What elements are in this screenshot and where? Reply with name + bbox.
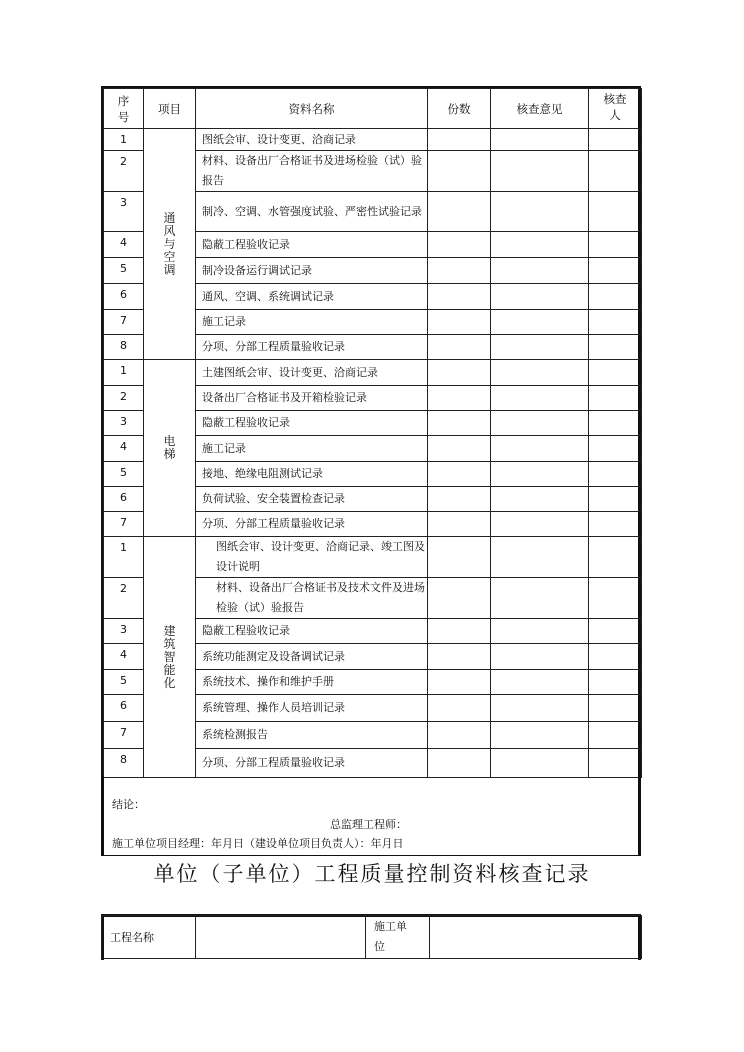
opinion-cell[interactable] — [491, 619, 589, 644]
opinion-cell[interactable] — [491, 411, 589, 436]
header-opinion: 核查意见 — [491, 89, 589, 129]
document-name: 制冷设备运行调试记录 — [196, 258, 428, 284]
checker-cell[interactable] — [589, 670, 642, 695]
document-name: 制冷、空调、水管强度试验、严密性试验记录 — [196, 192, 428, 232]
checker-cell[interactable] — [589, 284, 642, 310]
document-name: 材料、设备出厂合格证书及进场检验（试）验报告 — [196, 151, 428, 192]
contractor-field[interactable] — [430, 916, 642, 959]
checker-cell[interactable] — [589, 749, 642, 778]
copies-cell[interactable] — [428, 386, 491, 411]
category-label: 通风与空调 — [163, 210, 176, 277]
copies-cell[interactable] — [428, 436, 491, 462]
category-cell — [144, 537, 196, 778]
checker-cell[interactable] — [589, 619, 642, 644]
row-number: 8 — [104, 335, 144, 360]
opinion-cell[interactable] — [491, 310, 589, 335]
conclusion-area — [101, 776, 641, 856]
checker-cell[interactable] — [589, 258, 642, 284]
opinion-cell[interactable] — [491, 487, 589, 512]
project-name-label: 工程名称 — [102, 916, 196, 959]
row-number: 3 — [104, 192, 144, 232]
checker-cell[interactable] — [589, 512, 642, 537]
row-number: 1 — [104, 537, 144, 578]
checker-cell[interactable] — [589, 487, 642, 512]
contractor-label: 施工单位 — [366, 916, 430, 959]
copies-cell[interactable] — [428, 695, 491, 722]
header-copies: 份数 — [428, 89, 491, 129]
document-name: 施工记录 — [196, 310, 428, 335]
opinion-cell[interactable] — [491, 284, 589, 310]
document-name: 系统管理、操作人员培训记录 — [196, 695, 428, 722]
checker-cell[interactable] — [589, 411, 642, 436]
checker-cell[interactable] — [589, 436, 642, 462]
checker-cell[interactable] — [589, 192, 642, 232]
checker-cell[interactable] — [589, 310, 642, 335]
copies-cell[interactable] — [428, 487, 491, 512]
opinion-cell[interactable] — [491, 258, 589, 284]
row-number: 6 — [104, 695, 144, 722]
row-number: 4 — [104, 232, 144, 258]
header-project: 项目 — [144, 89, 196, 129]
row-number: 3 — [104, 411, 144, 436]
opinion-cell[interactable] — [491, 644, 589, 670]
checker-cell[interactable] — [589, 644, 642, 670]
opinion-cell[interactable] — [491, 578, 589, 619]
copies-cell[interactable] — [428, 310, 491, 335]
document-name: 通风、空调、系统调试记录 — [196, 284, 428, 310]
row-number: 7 — [104, 722, 144, 749]
document-name: 隐蔽工程验收记录 — [196, 232, 428, 258]
checker-cell[interactable] — [589, 335, 642, 360]
row-number: 5 — [104, 670, 144, 695]
row-number: 5 — [104, 462, 144, 487]
opinion-cell[interactable] — [491, 436, 589, 462]
copies-cell[interactable] — [428, 749, 491, 778]
project-name-field[interactable] — [196, 916, 366, 959]
row-number: 4 — [104, 436, 144, 462]
copies-cell[interactable] — [428, 462, 491, 487]
opinion-cell[interactable] — [491, 512, 589, 537]
document-name: 隐蔽工程验收记录 — [196, 411, 428, 436]
copies-cell[interactable] — [428, 360, 491, 386]
table-row — [104, 129, 642, 151]
row-number: 2 — [104, 578, 144, 619]
checker-cell[interactable] — [589, 695, 642, 722]
copies-cell[interactable] — [428, 232, 491, 258]
copies-cell[interactable] — [428, 670, 491, 695]
checker-cell[interactable] — [589, 360, 642, 386]
document-name: 施工记录 — [196, 436, 428, 462]
opinion-cell[interactable] — [491, 537, 589, 578]
document-name: 土建图纸会审、设计变更、洽商记录 — [196, 360, 428, 386]
header-checker: 核查人 — [589, 89, 642, 129]
checker-cell[interactable] — [589, 578, 642, 619]
opinion-cell[interactable] — [491, 749, 589, 778]
copies-cell[interactable] — [428, 578, 491, 619]
document-name: 设备出厂合格证书及开箱检验记录 — [196, 386, 428, 411]
table-row — [104, 537, 642, 578]
row-number: 3 — [104, 619, 144, 644]
row-number: 5 — [104, 258, 144, 284]
category-label: 建筑智能化 — [163, 623, 176, 690]
document-name: 系统检测报告 — [196, 722, 428, 749]
opinion-cell[interactable] — [491, 192, 589, 232]
row-number: 2 — [104, 151, 144, 192]
opinion-cell[interactable] — [491, 360, 589, 386]
row-number: 6 — [104, 487, 144, 512]
header-row — [104, 89, 642, 129]
chief-engineer-label: 总监理工程师： — [330, 818, 407, 831]
checklist-table — [103, 88, 642, 778]
copies-cell[interactable] — [428, 335, 491, 360]
row-number: 7 — [104, 310, 144, 335]
checker-cell[interactable] — [589, 537, 642, 578]
manager-line: 施工单位项目经理：年月日（建设单位项目负责人）：年月日 — [112, 837, 404, 850]
checker-cell[interactable] — [589, 722, 642, 749]
document-name: 图纸会审、设计变更、洽商记录 — [196, 129, 428, 151]
copies-cell[interactable] — [428, 512, 491, 537]
checker-cell[interactable] — [589, 129, 642, 151]
document-name: 系统技术、操作和维护手册 — [196, 670, 428, 695]
page-title: 单位（子单位）工程质量控制资料核查记录 — [153, 862, 591, 886]
row-number: 7 — [104, 512, 144, 537]
conclusion-label: 结论： — [112, 798, 145, 811]
row-number: 1 — [104, 360, 144, 386]
checker-cell[interactable] — [589, 232, 642, 258]
opinion-cell[interactable] — [491, 129, 589, 151]
checker-cell[interactable] — [589, 462, 642, 487]
copies-cell[interactable] — [428, 258, 491, 284]
copies-cell[interactable] — [428, 129, 491, 151]
opinion-cell[interactable] — [491, 695, 589, 722]
document-name: 分项、分部工程质量验收记录 — [196, 512, 428, 537]
copies-cell[interactable] — [428, 192, 491, 232]
header-name: 资料名称 — [196, 89, 428, 129]
copies-cell[interactable] — [428, 151, 491, 192]
opinion-cell[interactable] — [491, 722, 589, 749]
document-name: 系统功能测定及设备调试记录 — [196, 644, 428, 670]
info-table — [101, 915, 642, 959]
row-number: 1 — [104, 129, 144, 151]
opinion-cell[interactable] — [491, 151, 589, 192]
category-label: 电梯 — [163, 434, 176, 461]
opinion-cell[interactable] — [491, 386, 589, 411]
row-number: 2 — [104, 386, 144, 411]
document-name: 图纸会审、设计变更、洽商记录、竣工图及设计说明 — [196, 537, 428, 578]
opinion-cell[interactable] — [491, 462, 589, 487]
document-name: 负荷试验、安全装置检查记录 — [196, 487, 428, 512]
copies-cell[interactable] — [428, 284, 491, 310]
copies-cell[interactable] — [428, 619, 491, 644]
document-name: 分项、分部工程质量验收记录 — [196, 749, 428, 778]
document-name: 隐蔽工程验收记录 — [196, 619, 428, 644]
document-name: 接地、绝缘电阻测试记录 — [196, 462, 428, 487]
checker-cell[interactable] — [589, 151, 642, 192]
document-name: 分项、分部工程质量验收记录 — [196, 335, 428, 360]
row-number: 6 — [104, 284, 144, 310]
copies-cell[interactable] — [428, 411, 491, 436]
checker-cell[interactable] — [589, 386, 642, 411]
opinion-cell[interactable] — [491, 335, 589, 360]
opinion-cell[interactable] — [491, 232, 589, 258]
category-cell — [144, 360, 196, 537]
opinion-cell[interactable] — [491, 670, 589, 695]
copies-cell[interactable] — [428, 644, 491, 670]
document-name: 材料、设备出厂合格证书及技术文件及进场检验（试）验报告 — [196, 578, 428, 619]
row-number: 8 — [104, 749, 144, 778]
header-seq: 序号 — [104, 89, 144, 129]
copies-cell[interactable] — [428, 722, 491, 749]
row-number: 4 — [104, 644, 144, 670]
copies-cell[interactable] — [428, 537, 491, 578]
table-row — [104, 360, 642, 386]
category-cell — [144, 129, 196, 360]
